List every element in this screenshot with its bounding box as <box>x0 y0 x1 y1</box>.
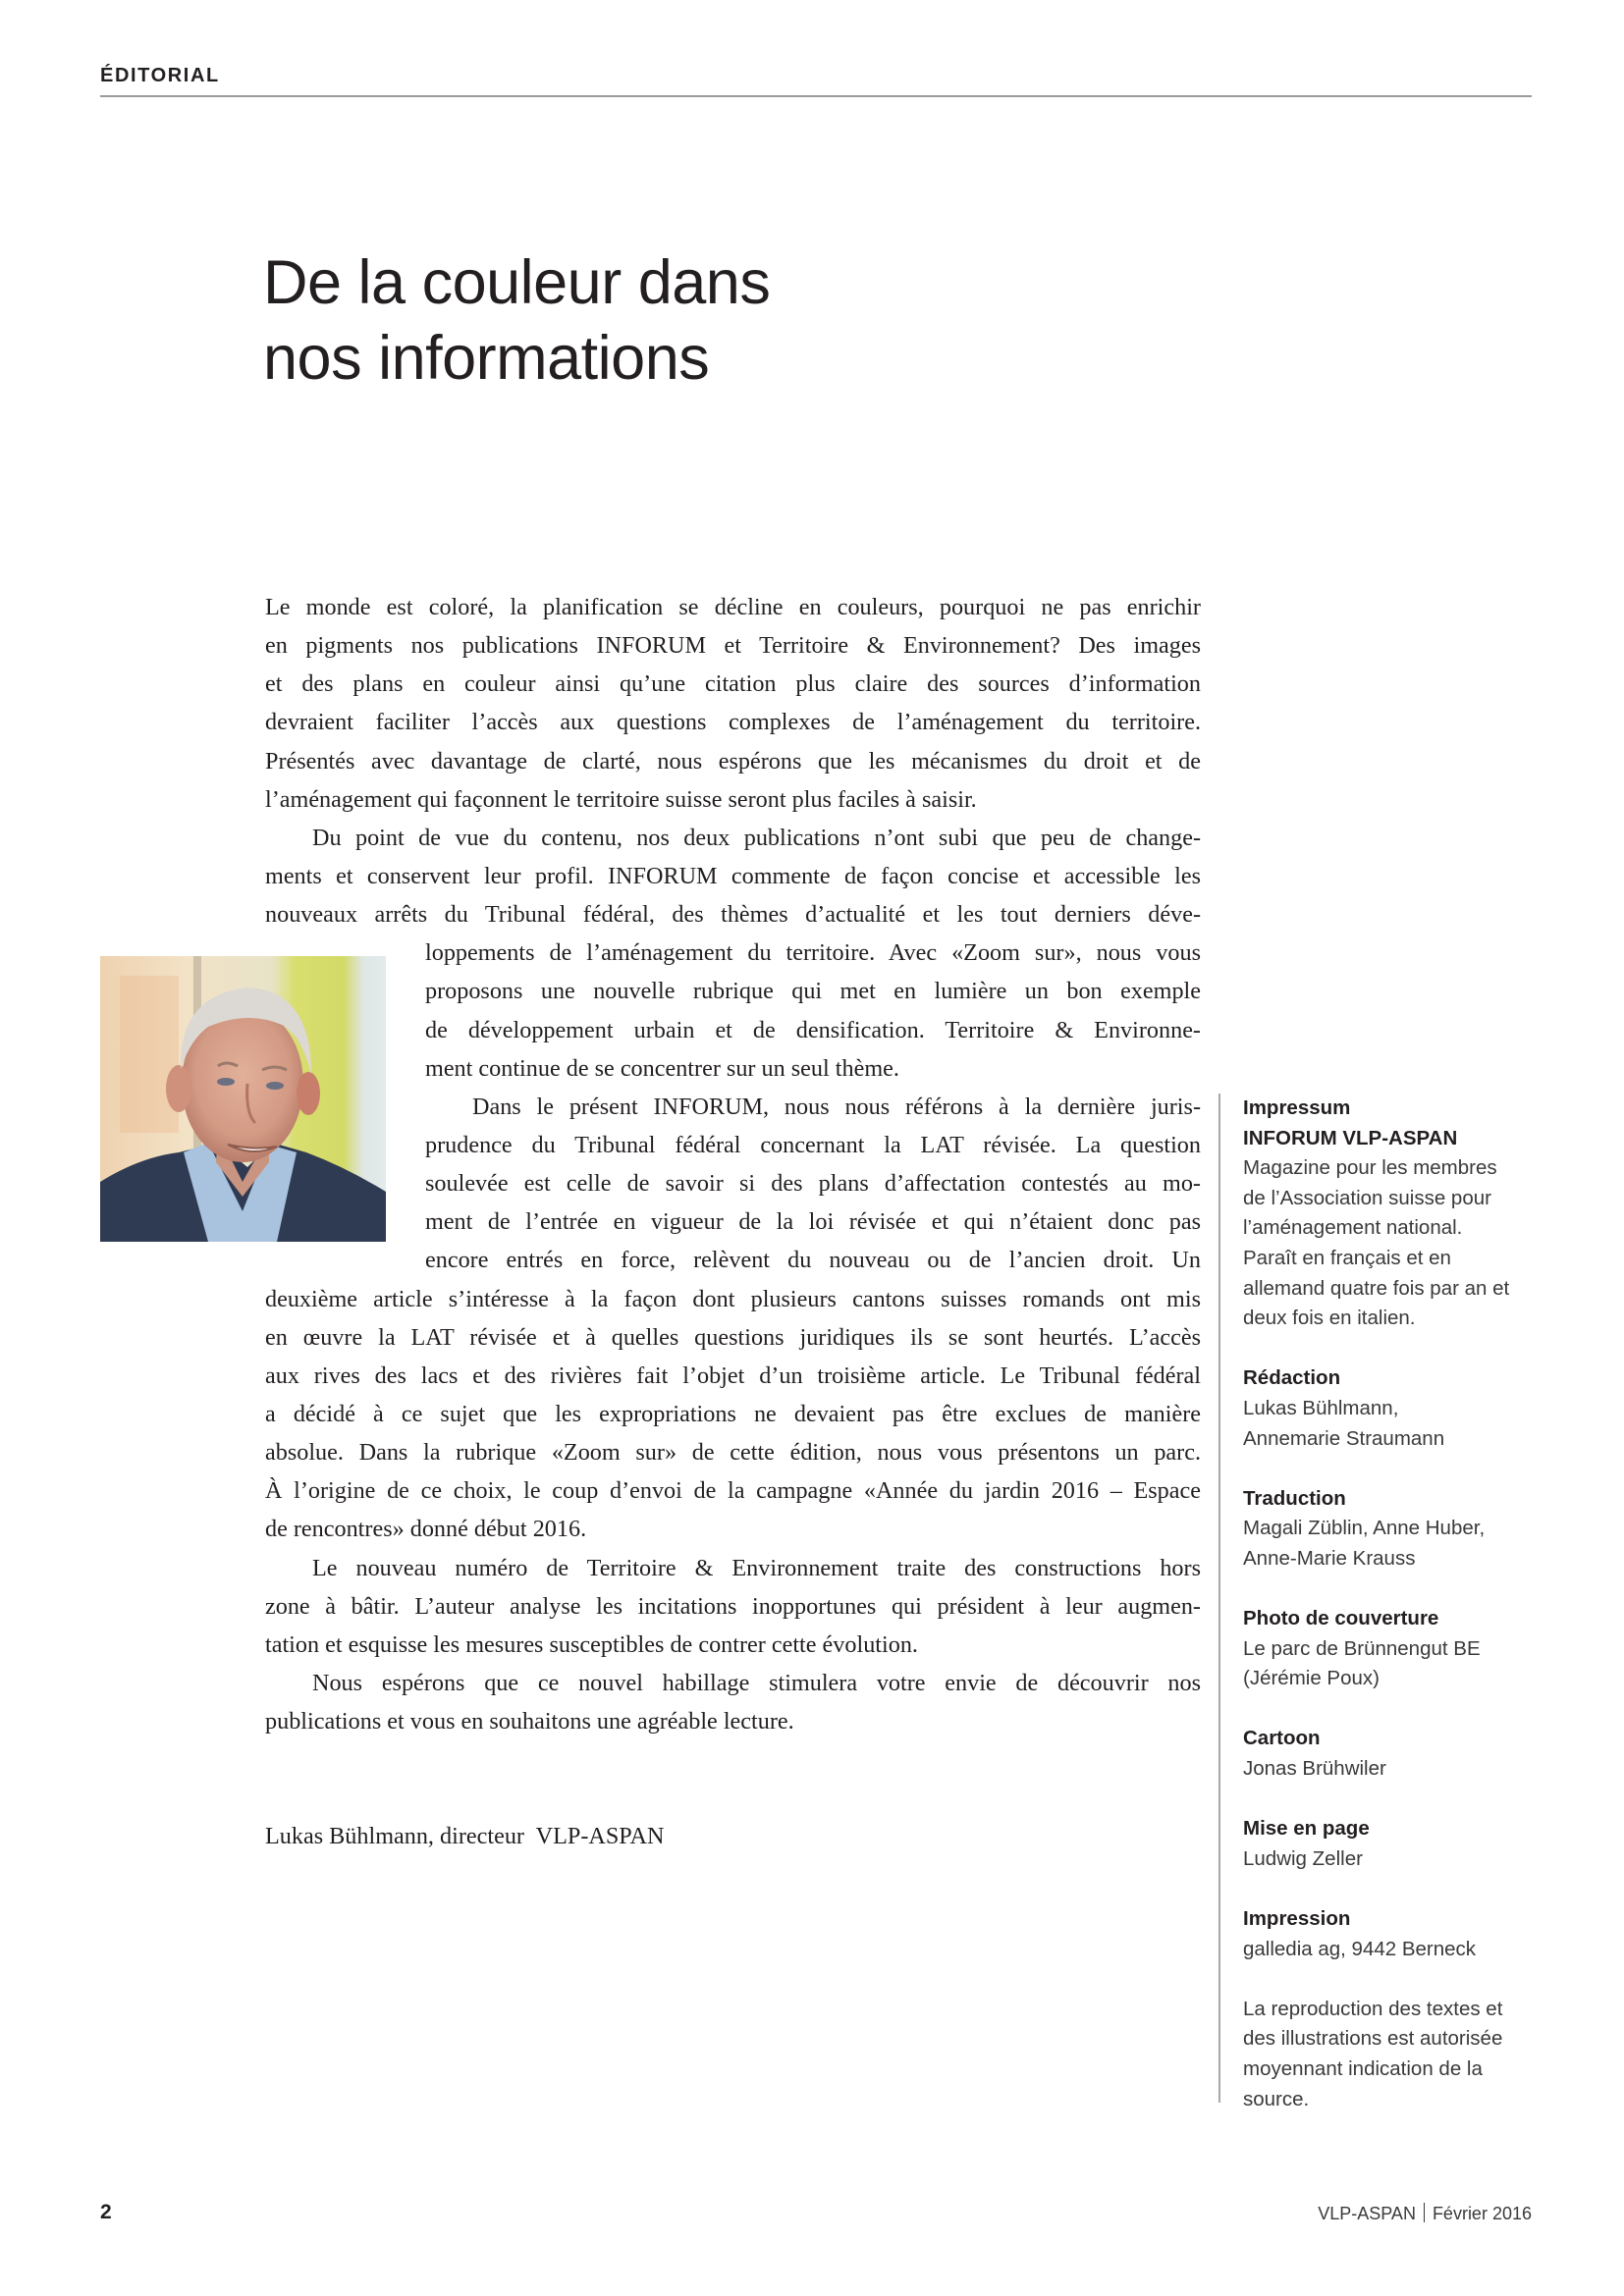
body-line: ment de l’entrée en vigueur de la loi révisée et qui n’étaient donc pas <box>425 1208 1201 1236</box>
impressum-text: deux fois en italien. <box>1243 1307 1416 1330</box>
footer-publisher: VLP-ASPAN <box>1318 2204 1416 2223</box>
impressum-text: (Jérémie Poux) <box>1243 1667 1380 1690</box>
footer-issue <box>1318 2203 1532 2224</box>
impressum-text: Le parc de Brünnengut BE <box>1243 1636 1481 1660</box>
impressum-heading: INFORUM VLP-ASPAN <box>1243 1126 1458 1149</box>
body-line: aux rives des lacs et des rivières fait l’objet d’un troisième article. Le Tribunal fédéral <box>265 1362 1201 1389</box>
impressum-text: Anne-Marie Krauss <box>1243 1546 1416 1570</box>
impressum-block-redaction <box>1243 1363 1557 1454</box>
body-line: nouveaux arrêts du Tribunal fédéral, des thèmes d’actualité et les tout derniers déve- <box>265 901 1201 929</box>
impressum-heading: Impression <box>1243 1907 1351 1931</box>
impressum-sidebar <box>1218 1094 1557 2110</box>
body-line: en œuvre la LAT révisée et à quelles questions juridiques ils se sont heurtés. L’accès <box>265 1323 1201 1351</box>
body-line: loppements de l’aménagement du territoire. Avec «Zoom sur», nous vous <box>425 939 1201 967</box>
title-line: nos informations <box>263 324 710 393</box>
impressum-block-layout <box>1243 1814 1557 1874</box>
footer-date: Février 2016 <box>1432 2204 1532 2223</box>
impressum-text: Ludwig Zeller <box>1243 1846 1363 1870</box>
impressum-text: de l’Association suisse pour <box>1243 1186 1491 1209</box>
impressum-heading: Impressum <box>1243 1096 1351 1119</box>
impressum-text: moyennant indication de la <box>1243 2057 1483 2080</box>
body-line: ment continue de se concentrer sur un seul thème. <box>425 1054 899 1082</box>
body-line: proposons une nouvelle rubrique qui met en lumière un bon exemple <box>425 978 1201 1005</box>
body-line: de rencontres» donné début 2016. <box>265 1516 587 1543</box>
body-line: Présentés avec davantage de clarté, nous espérons que les mécanismes du droit et de <box>265 747 1201 774</box>
impressum-heading: Traduction <box>1243 1486 1346 1510</box>
impressum-block-printing <box>1243 1904 1557 1964</box>
impressum-text: La reproduction des textes et <box>1243 1997 1503 2020</box>
body-line: Du point de vue du contenu, nos deux publications n’ont subi que peu de change- <box>312 824 1201 851</box>
impressum-heading: Rédaction <box>1243 1366 1341 1390</box>
body-line: absolue. Dans la rubrique «Zoom sur» de cette édition, nous vous présentons un parc. <box>265 1439 1201 1467</box>
portrait-photo-icon <box>100 956 386 1242</box>
impressum-text: Jonas Brühwiler <box>1243 1757 1386 1781</box>
page-number: 2 <box>100 2201 112 2223</box>
body-line: a décidé à ce sujet que les expropriations ne devaient pas être exclues de manière <box>265 1400 1201 1427</box>
body-line: Nous espérons que ce nouvel habillage stimulera votre envie de découvrir nos <box>312 1669 1201 1696</box>
body-line: À l’origine de ce choix, le coup d’envoi de la campagne «Année du jardin 2016 – Espace <box>265 1477 1201 1505</box>
body-line: Le monde est coloré, la planification se décline en couleurs, pourquoi ne pas enrichir <box>265 594 1201 620</box>
impressum-block <box>1243 1094 1557 1334</box>
body-line: l’aménagement qui façonnent le territoire suisse seront plus faciles à saisir. <box>265 785 977 813</box>
body-line: publications et vous en souhaitons une agréable lecture. <box>265 1708 794 1735</box>
article-title <box>263 245 770 397</box>
impressum-heading: Photo de couverture <box>1243 1607 1439 1630</box>
impressum-text: Lukas Bühlmann, <box>1243 1396 1399 1419</box>
impressum-text: Magazine pour les membres <box>1243 1156 1497 1180</box>
impressum-text: Annemarie Straumann <box>1243 1426 1445 1450</box>
footer-separator <box>1424 2203 1425 2222</box>
body-line: en pigments nos publications INFORUM et Territoire & Environnement? Des images <box>265 632 1201 660</box>
body-line: devraient faciliter l’accès aux questions complexes de l’aménagement du territoire. <box>265 709 1201 736</box>
impressum-heading: Cartoon <box>1243 1727 1321 1750</box>
impressum-text: galledia ag, 9442 Berneck <box>1243 1937 1477 1960</box>
body-line: de développement urbain et de densification. Territoire & Environne- <box>425 1016 1201 1043</box>
body-line: soulevée est celle de savoir si des plans d’affectation contestés au mo- <box>425 1170 1201 1198</box>
body-line: prudence du Tribunal fédéral concernant la LAT révisée. La question <box>425 1131 1201 1158</box>
impressum-text: l’aménagement national. <box>1243 1216 1463 1240</box>
impressum-text: allemand quatre fois par an et <box>1243 1276 1510 1300</box>
body-line: Le nouveau numéro de Territoire & Environnement traite des constructions hors <box>312 1554 1201 1581</box>
impressum-heading: Mise en page <box>1243 1817 1370 1841</box>
body-line: deuxième article s’intéresse à la façon dont plusieurs cantons suisses romands ont mis <box>265 1285 1201 1312</box>
impressum-text: Magali Züblin, Anne Huber, <box>1243 1517 1486 1540</box>
impressum-text: source. <box>1243 2087 1310 2110</box>
impressum-text: Paraît en français et en <box>1243 1246 1451 1269</box>
author-portrait-photo <box>100 956 386 1242</box>
section-label: ÉDITORIAL <box>100 65 220 86</box>
impressum-block-traduction <box>1243 1484 1557 1575</box>
author-signature: Lukas Bühlmann, directeur VLP-ASPAN <box>265 1823 665 1849</box>
title-line: De la couleur dans <box>263 248 771 317</box>
impressum-block-reproduction <box>1243 1995 1557 2114</box>
article-body <box>265 588 1201 1740</box>
body-line: et des plans en couleur ainsi qu’une citation plus claire des sources d’information <box>265 670 1201 698</box>
impressum-block-cover-photo <box>1243 1604 1557 1694</box>
body-line: encore entrés en force, relèvent du nouveau ou de l’ancien droit. Un <box>425 1247 1201 1274</box>
body-line: ments et conservent leur profil. INFORUM commente de façon concise et accessible les <box>265 862 1201 889</box>
body-line: zone à bâtir. L’auteur analyse les incitations inopportunes qui président à leur augmen- <box>265 1592 1201 1620</box>
body-line: Dans le présent INFORUM, nous nous référons à la dernière juris- <box>472 1093 1201 1120</box>
body-line: tation et esquisse les mesures susceptibles de contrer cette évolution. <box>265 1630 918 1658</box>
impressum-block-cartoon <box>1243 1724 1557 1784</box>
header-divider <box>100 95 1532 97</box>
impressum-text: des illustrations est autorisée <box>1243 2027 1503 2051</box>
